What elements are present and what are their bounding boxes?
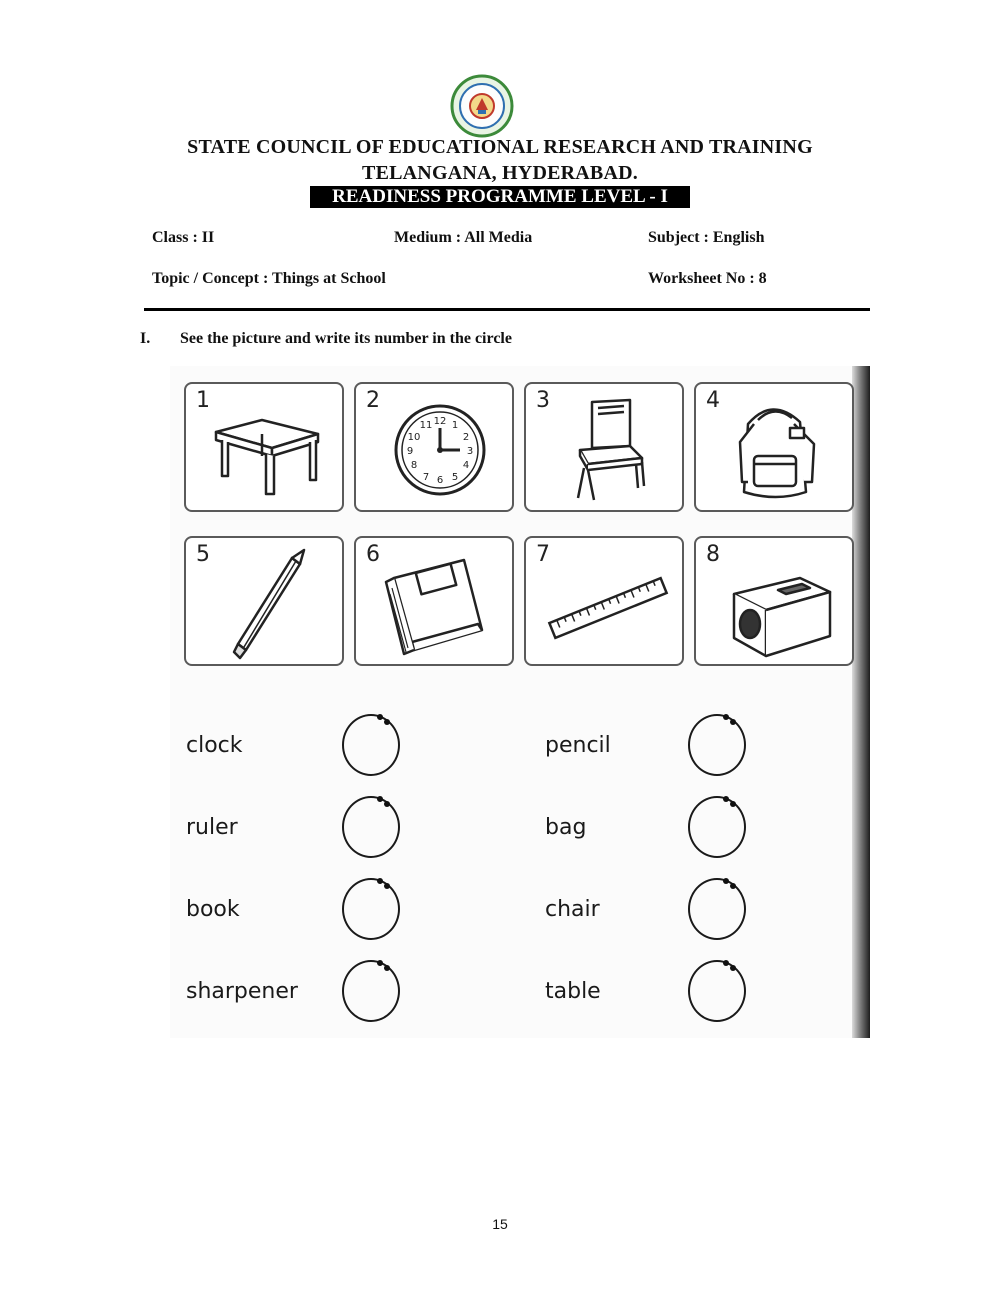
class-label: Class : II xyxy=(152,229,215,246)
picture-number: 6 xyxy=(366,542,380,567)
circle-dot-icon xyxy=(723,960,729,966)
word-chair: chair xyxy=(545,897,600,922)
header-divider xyxy=(144,308,870,311)
picture-number: 2 xyxy=(366,388,380,413)
clock-icon xyxy=(356,384,512,510)
picture-card-4 xyxy=(694,382,854,512)
book-icon xyxy=(356,538,512,664)
clock-numeral: 4 xyxy=(462,460,470,471)
circle-dot-icon xyxy=(384,719,390,725)
programme-banner: READINESS PROGRAMME LEVEL - I xyxy=(310,186,690,208)
clock-numeral: 2 xyxy=(462,432,470,443)
circle-dot-icon xyxy=(377,796,383,802)
answer-circle-book[interactable] xyxy=(342,878,400,940)
sharpener-icon xyxy=(696,538,852,664)
clock-numeral: 11 xyxy=(419,420,433,431)
picture-card-8 xyxy=(694,536,854,666)
clock-numeral: 10 xyxy=(407,432,421,443)
picture-number: 4 xyxy=(706,388,720,413)
table-icon xyxy=(186,384,342,510)
circle-dot-icon xyxy=(384,965,390,971)
clock-numeral: 6 xyxy=(436,475,444,486)
worksheet-label: Worksheet No : 8 xyxy=(648,270,767,287)
answer-circle-clock[interactable] xyxy=(342,714,400,776)
pencil-icon xyxy=(186,538,342,664)
picture-card-3 xyxy=(524,382,684,512)
picture-number: 5 xyxy=(196,542,210,567)
circle-dot-icon xyxy=(377,960,383,966)
answer-circle-sharpener[interactable] xyxy=(342,960,400,1022)
picture-number: 8 xyxy=(706,542,720,567)
circle-dot-icon xyxy=(377,714,383,720)
circle-dot-icon xyxy=(723,878,729,884)
circle-dot-icon xyxy=(730,965,736,971)
word-pencil: pencil xyxy=(545,733,611,758)
answer-circle-bag[interactable] xyxy=(688,796,746,858)
medium-label: Medium : All Media xyxy=(394,229,533,246)
picture-card-6 xyxy=(354,536,514,666)
scert-logo-icon xyxy=(450,74,514,138)
ruler-icon xyxy=(526,538,682,664)
clock-numeral: 3 xyxy=(466,446,474,457)
picture-card-7 xyxy=(524,536,684,666)
circle-dot-icon xyxy=(384,801,390,807)
circle-dot-icon xyxy=(384,883,390,889)
clock-numeral: 9 xyxy=(406,446,414,457)
answer-circle-ruler[interactable] xyxy=(342,796,400,858)
circle-dot-icon xyxy=(723,796,729,802)
word-clock: clock xyxy=(186,733,243,758)
picture-number: 3 xyxy=(536,388,550,413)
clock-numeral: 8 xyxy=(410,460,418,471)
picture-number: 1 xyxy=(196,388,210,413)
clock-numeral: 7 xyxy=(422,472,430,483)
word-bag: bag xyxy=(545,815,587,840)
question-instruction: See the picture and write its number in the circle xyxy=(180,330,512,347)
circle-dot-icon xyxy=(377,878,383,884)
picture-card-5 xyxy=(184,536,344,666)
circle-dot-icon xyxy=(730,801,736,807)
chair-icon xyxy=(526,384,682,510)
page-number: 15 xyxy=(492,1216,508,1232)
clock-numeral: 12 xyxy=(433,416,447,427)
scan-shadow-edge xyxy=(852,366,870,1038)
word-sharpener: sharpener xyxy=(186,979,298,1004)
circle-dot-icon xyxy=(730,883,736,889)
subject-label: Subject : English xyxy=(648,229,765,246)
word-table: table xyxy=(545,979,601,1004)
answer-circle-table[interactable] xyxy=(688,960,746,1022)
circle-dot-icon xyxy=(730,719,736,725)
word-ruler: ruler xyxy=(186,815,238,840)
question-number: I. xyxy=(140,330,151,347)
topic-label: Topic / Concept : Things at School xyxy=(152,270,386,287)
circle-dot-icon xyxy=(723,714,729,720)
answer-circle-chair[interactable] xyxy=(688,878,746,940)
clock-numeral: 5 xyxy=(451,472,459,483)
bag-icon xyxy=(696,384,852,510)
picture-card-2 xyxy=(354,382,514,512)
org-title-line2: TELANGANA, HYDERABAD. xyxy=(362,162,638,184)
clock-numeral: 1 xyxy=(451,420,459,431)
org-title-line1: STATE COUNCIL OF EDUCATIONAL RESEARCH AND TRAINING xyxy=(187,136,813,158)
word-book: book xyxy=(186,897,240,922)
answer-circle-pencil[interactable] xyxy=(688,714,746,776)
picture-card-1 xyxy=(184,382,344,512)
picture-number: 7 xyxy=(536,542,550,567)
